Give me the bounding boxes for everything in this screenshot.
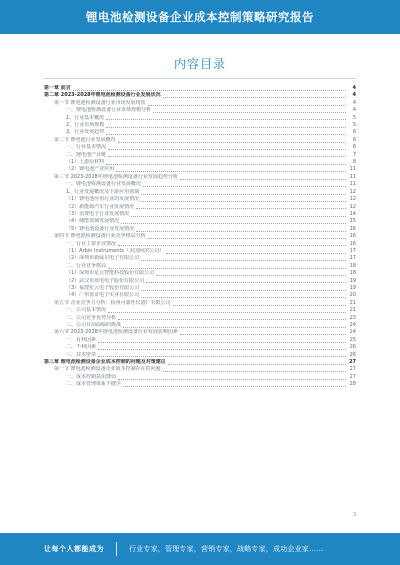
toc-leader-dots [136, 208, 346, 209]
toc-entry-page: 21 [349, 307, 356, 314]
toc-leader-dots [141, 290, 346, 291]
toc-entry-text: （3）消费电子行业发展情况 [66, 210, 130, 217]
toc-entry[interactable] [44, 204, 356, 211]
toc-leader-dots [141, 260, 346, 261]
toc-entry-page: 6 [352, 129, 356, 136]
toc-entry[interactable] [44, 189, 356, 196]
toc-entry-text: 第一节 锂电池检测设备企业成本控制存在的问题 [54, 366, 161, 373]
toc-entry-page: 16 [349, 233, 356, 240]
toc-entry[interactable] [44, 381, 356, 388]
toc-entry[interactable] [44, 241, 356, 248]
toc-entry-page: 28 [349, 381, 356, 388]
toc-entry[interactable] [44, 166, 356, 173]
toc-entry-text: （2）新能源汽车行业发展情况 [66, 203, 135, 210]
toc-entry-page: 17 [349, 247, 356, 254]
toc-leader-dots [163, 97, 346, 98]
toc-entry-page: 26 [349, 344, 356, 351]
toc-leader-dots [108, 156, 346, 157]
toc-leader-dots [108, 268, 346, 269]
toc-leader-dots [73, 90, 346, 91]
toc-entry-text: （5）锂电池设备行业发展情况 [66, 225, 135, 232]
toc-entry-page: 4 [352, 92, 356, 99]
toc-leader-dots [123, 386, 346, 387]
toc-entry-text: 第六节 2023-2028年锂电池检测设备行业发展影响因素 [54, 329, 178, 336]
toc-entry-page: 6 [352, 136, 356, 143]
toc-entry[interactable] [44, 307, 356, 314]
toc-leader-dots [108, 149, 346, 150]
toc-entry[interactable] [44, 152, 356, 159]
toc-entry[interactable] [44, 366, 356, 373]
toc-entry[interactable] [44, 263, 356, 270]
toc-entry-text: 第三章 锂电池检测设备企业成本控制的问题及对策建议 [44, 359, 166, 366]
toc-entry[interactable] [44, 292, 356, 299]
toc-entry-text: （4）广州蓝奇电子实业有限公司 [66, 292, 140, 299]
toc-entry-page: 24 [349, 329, 356, 336]
toc-leader-dots [173, 305, 346, 306]
toc-entry-page: 19 [349, 284, 356, 291]
toc-entry-text: （1）上游原材料 [66, 159, 105, 166]
report-header-bar [0, 0, 400, 34]
toc-entry-text: 三、公司目前面临的挑战 [66, 322, 122, 328]
toc-entry[interactable] [44, 352, 356, 359]
toc-entry-text: 第四节 锂电池检测设备行业竞争格局分析 [54, 233, 146, 240]
toc-leader-dots [118, 245, 346, 246]
page-number: 3 [352, 512, 356, 518]
toc-entry-text: 2、行业市场规模 [66, 122, 105, 129]
footer-divider [116, 542, 117, 556]
toc-leader-dots [106, 119, 346, 120]
toc-entry-page: 8 [352, 159, 356, 166]
toc-entry-page: 11 [349, 181, 356, 188]
toc-leader-dots [121, 223, 346, 224]
toc-entry[interactable] [44, 315, 356, 322]
toc-entry-page: 15 [349, 218, 356, 225]
toc-entry-text: 第二节 锂电池行业发展概况 [54, 136, 116, 143]
footer-slogan: 让每个人都能成为 [44, 545, 104, 553]
toc-entry[interactable] [44, 174, 356, 181]
toc-entry[interactable] [44, 100, 356, 107]
toc-entry-text: 二、公司竞争优势分析 [66, 314, 117, 321]
toc-entry[interactable] [44, 278, 356, 285]
toc-entry-text: 第二章 2023-2028年锂电池检测设备行业发展状况 [44, 92, 161, 99]
toc-leader-dots [180, 334, 346, 335]
toc-entry[interactable] [44, 300, 356, 307]
toc-entry-text: 第一节 锂电池检测设备行业市场发展现状 [54, 99, 146, 106]
toc-entry-page: 19 [349, 277, 356, 284]
toc-leader-dots [156, 275, 346, 276]
toc-entry[interactable] [44, 329, 356, 336]
toc-entry[interactable] [44, 285, 356, 292]
toc-entry-page: 17 [349, 255, 356, 262]
toc-entry-page: 27 [349, 366, 356, 373]
toc-leader-dots [141, 194, 346, 195]
toc-entry-text: 一、有利因素 [66, 336, 97, 343]
toc-entry[interactable] [44, 248, 356, 255]
toc-entry-text: （1）锂电池应用行业的发展情况 [66, 196, 140, 203]
toc-entry-text: 1、行业发展概况及下游应用领域 [66, 188, 140, 195]
toc-leader-dots [143, 186, 346, 187]
toc-entry-page: 5 [352, 114, 356, 121]
toc-leader-dots [118, 379, 346, 380]
toc-entry-page: 27 [349, 359, 356, 366]
toc-entry-text: 第五节 企业竞争力分析：杭州可靠性仪器厂有限公司 [54, 299, 171, 306]
toc-leader-dots [168, 364, 346, 365]
toc-entry-page: 4 [352, 85, 356, 91]
toc-entry[interactable] [44, 129, 356, 136]
toc-heading: 内容目录 [173, 57, 226, 71]
toc-entry-text: （2）锂电池产业应用 [66, 166, 115, 173]
toc-leader-dots [116, 171, 346, 172]
toc-leader-dots [98, 356, 346, 357]
toc-entry-text: 二、不利因素 [66, 344, 97, 351]
toc-entry[interactable] [44, 107, 356, 114]
toc-entry-page: 5 [352, 122, 356, 129]
toc-entry-page: 11 [349, 173, 356, 180]
toc-entry-text: （2）深圳市新威尔电子有限公司 [66, 255, 140, 262]
toc-leader-dots [98, 349, 346, 350]
toc-leader-dots [108, 312, 346, 313]
toc-entry[interactable] [44, 92, 356, 99]
toc-entry-page: 27 [349, 373, 356, 380]
toc-leader-dots [106, 127, 346, 128]
toc-entry-page: 6 [352, 144, 356, 151]
toc-entry-text: 一、成本控制意识薄弱 [66, 373, 117, 380]
toc-heading-divider [44, 78, 356, 79]
toc-entry-page: 12 [349, 188, 356, 195]
toc-entry-text: 第一章 前言 [44, 85, 71, 91]
toc-entry-text: 二、锂电池产业链 [66, 151, 107, 158]
toc-entry-page: 16 [349, 240, 356, 247]
toc-entry[interactable] [44, 211, 356, 218]
toc-entry[interactable] [44, 137, 356, 144]
toc-entry-page: 7 [352, 151, 356, 158]
toc-entry-page: 18 [349, 270, 356, 277]
toc-entry-page: 23 [349, 314, 356, 321]
toc-entry-text: 二、成本管理体系不健全 [66, 381, 122, 388]
toc-entry-page: 18 [349, 262, 356, 269]
toc-entry[interactable] [44, 322, 356, 329]
toc-entry-text: 二、行业竞争格局 [66, 262, 107, 269]
toc-leader-dots [118, 142, 346, 143]
toc-leader-dots [136, 231, 346, 232]
toc-entry[interactable] [44, 344, 356, 351]
table-of-contents [44, 85, 356, 389]
toc-entry[interactable] [44, 226, 356, 233]
toc-entry-page: 25 [349, 336, 356, 343]
toc-leader-dots [118, 319, 346, 320]
toc-entry[interactable] [44, 374, 356, 381]
toc-leader-dots [153, 112, 346, 113]
toc-leader-dots [98, 342, 346, 343]
toc-entry[interactable] [44, 233, 356, 240]
footer-roles: 行业专家，管理专家，营销专家，战略专家，成功企业家…… [129, 545, 324, 553]
toc-leader-dots [106, 134, 346, 135]
toc-leader-dots [166, 253, 346, 254]
toc-entry[interactable] [44, 85, 356, 92]
toc-entry[interactable] [44, 159, 356, 166]
toc-entry-text: 一、锂电池检测设备行业市场规模分析 [66, 107, 152, 114]
toc-leader-dots [148, 105, 346, 106]
toc-leader-dots [123, 327, 346, 328]
toc-entry-page: 24 [349, 322, 356, 328]
toc-entry-text: 一、公司基本情况 [66, 307, 107, 314]
toc-entry-text: （4）储能领域发展情况 [66, 218, 120, 225]
toc-entry[interactable] [44, 181, 356, 188]
toc-leader-dots [180, 179, 346, 180]
toc-entry-page: 16 [349, 225, 356, 232]
toc-leader-dots [106, 164, 346, 165]
toc-entry-text: （1）Arbin Instruments（美国阿滨公司） [66, 247, 165, 254]
toc-entry-text: 一、锂电池检测设备行业发展概况 [66, 181, 142, 188]
toc-entry-text: （1）深圳市星云智能科技股份有限公司 [66, 270, 155, 277]
toc-entry[interactable] [44, 359, 356, 366]
toc-leader-dots [131, 216, 346, 217]
toc-leader-dots [146, 282, 346, 283]
toc-entry[interactable] [44, 218, 356, 225]
toc-entry-text: 1、行业基本概况 [66, 114, 105, 121]
toc-leader-dots [148, 238, 346, 239]
toc-entry-text: 三、技术壁垒 [66, 351, 97, 358]
toc-entry[interactable] [44, 270, 356, 277]
toc-entry[interactable] [44, 337, 356, 344]
toc-entry-text: 一、行业主要企业情况 [66, 240, 117, 247]
toc-entry-page: 14 [349, 210, 356, 217]
toc-entry[interactable] [44, 144, 356, 151]
toc-entry-text: 第三节 2023-2028年锂电池检测设备行业发展趋势分析 [54, 173, 178, 180]
toc-entry-page: 4 [352, 99, 356, 106]
toc-entry[interactable] [44, 122, 356, 129]
toc-leader-dots [141, 297, 346, 298]
toc-entry[interactable] [44, 255, 356, 262]
toc-entry[interactable] [44, 196, 356, 203]
toc-entry-page: 12 [349, 196, 356, 203]
toc-entry-page: 21 [349, 299, 356, 306]
toc-leader-dots [141, 201, 346, 202]
toc-entry-page: 26 [349, 351, 356, 358]
toc-entry-text: 一、行业基本情况 [66, 144, 107, 151]
footer-bar [0, 533, 400, 565]
toc-leader-dots [163, 371, 346, 372]
toc-entry-page: 4 [352, 107, 356, 114]
toc-entry-text: （2）武汉市蓝电电子股份有限公司 [66, 277, 145, 284]
toc-entry-page: 11 [349, 166, 356, 173]
toc-entry-page: 20 [349, 292, 356, 299]
toc-entry[interactable] [44, 115, 356, 122]
toc-entry-page: 12 [349, 203, 356, 210]
toc-entry-text: （3）福建星云电子股份有限公司 [66, 284, 140, 291]
toc-entry-text: 3、行业发展趋势 [66, 129, 105, 136]
report-title: 锂电池检测设备企业成本控制策略研究报告 [86, 10, 314, 24]
